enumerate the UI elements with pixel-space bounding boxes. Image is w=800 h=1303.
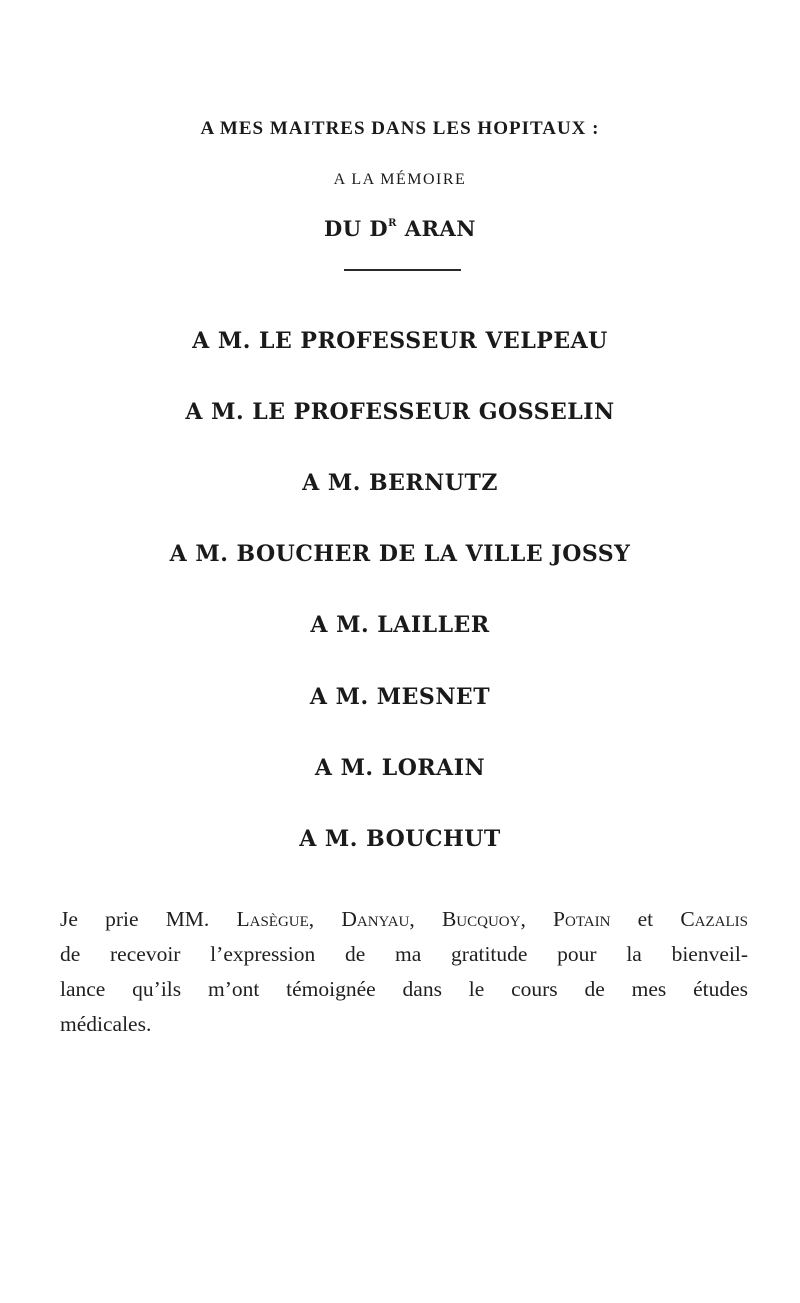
memoire-name-suffix: ARAN xyxy=(396,216,476,241)
memoire-name-prefix: DU D xyxy=(324,216,389,241)
closing-paragraph xyxy=(60,902,748,1042)
dedication-line: A M. BOUCHER DE LA VILLE JOSSY xyxy=(169,541,631,567)
memoire-label: A LA MÉMOIRE xyxy=(333,171,467,188)
dedication-line: A M. LE PROFESSEUR VELPEAU xyxy=(192,328,608,354)
dedication-line: A M. LE PROFESSEUR GOSSELIN xyxy=(185,399,615,425)
closing-name: Danyau xyxy=(341,907,410,931)
dedication-line: A M. BERNUTZ xyxy=(302,470,498,496)
closing-line-4: médicales. xyxy=(60,1012,152,1036)
separator-rule xyxy=(344,269,461,271)
memoire-name xyxy=(0,216,800,241)
closing-name: Potain xyxy=(553,907,611,931)
closing-name: Bucquoy xyxy=(441,907,521,931)
closing-name: Lasègue xyxy=(236,907,309,931)
closing-line-2: de recevoir l’expression de ma gratitude pour la bienveil- xyxy=(60,942,748,966)
header-title: A MES MAITRES DANS LES HOPITAUX : xyxy=(200,118,600,139)
dedication-line: A M. LORAIN xyxy=(314,755,486,781)
memoire-name-superscript: R xyxy=(388,218,397,229)
dedication-line: A M. MESNET xyxy=(309,684,491,710)
dedication-line: A M. BOUCHUT xyxy=(299,826,501,852)
closing-line-1: Je prie MM. Lasègue, Danyau, Bucquoy, Potain et Cazalis xyxy=(60,907,749,931)
dedication-line: A M. LAILLER xyxy=(310,612,490,638)
closing-line-3: lance qu’ils m’ont témoignée dans le cours de mes études xyxy=(60,977,748,1001)
closing-name: Cazalis xyxy=(680,907,749,931)
